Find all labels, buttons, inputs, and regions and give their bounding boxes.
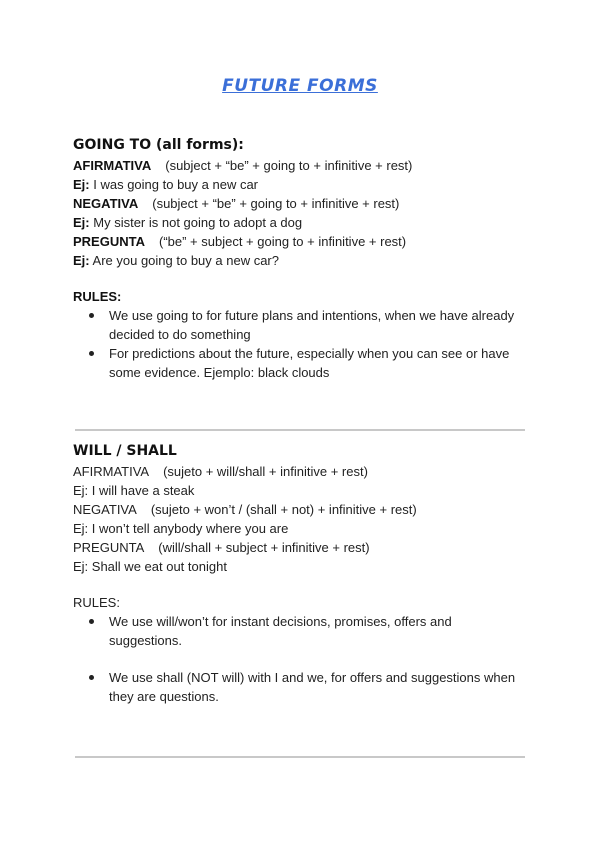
going-to-rules-label: RULES:	[73, 289, 122, 304]
page-title: FUTURE FORMS	[222, 76, 378, 96]
will-example-1: Ej: I will have a steak	[73, 483, 195, 498]
example-label: Ej:	[73, 215, 90, 230]
pregunta-label: PREGUNTA	[73, 234, 145, 249]
afirmativa-label: AFIRMATIVA	[73, 158, 152, 173]
pregunta-formula: (will/shall + subject + infinitive + rest)	[158, 540, 370, 555]
pregunta-formula: (“be” + subject + going to + infinitive + rest)	[158, 234, 407, 249]
bullet-icon	[89, 313, 94, 318]
will-shall-section	[73, 440, 533, 706]
negativa-label: NEGATIVA	[73, 196, 139, 211]
will-example-3: Ej: Shall we eat out tonight	[73, 559, 227, 574]
example-text: I was going to buy a new car	[93, 177, 259, 192]
going-to-rules-list	[73, 306, 533, 382]
example-label: Ej:	[73, 253, 90, 268]
negativa-formula: (sujeto + won’t / (shall + not) + infinitive + rest)	[150, 502, 417, 517]
negativa-label: NEGATIVA	[73, 502, 137, 517]
going-to-afirmativa-line	[73, 156, 533, 175]
will-shall-rules-list	[73, 612, 533, 706]
going-to-heading: GOING TO (all forms):	[73, 137, 244, 153]
section-divider	[75, 756, 525, 758]
will-afirmativa-line	[73, 462, 533, 481]
going-to-negativa-line	[73, 194, 533, 213]
list-item: We use going to for future plans and intentions, when we have already decided to do something	[109, 306, 519, 344]
going-to-section	[73, 134, 533, 382]
afirmativa-formula: (subject + “be” + going to + infinitive + rest)	[165, 158, 413, 173]
going-to-example-2	[73, 213, 533, 232]
example-text: My sister is not going to adopt a dog	[93, 215, 303, 230]
negativa-formula: (subject + “be” + going to + infinitive + rest)	[152, 196, 400, 211]
going-to-example-3	[73, 251, 533, 270]
bullet-icon	[89, 351, 94, 356]
pregunta-label: PREGUNTA	[73, 540, 145, 555]
will-negativa-line	[73, 500, 533, 519]
will-shall-rules-label: RULES:	[73, 595, 120, 610]
will-example-2: Ej: I won’t tell anybody where you are	[73, 521, 289, 536]
list-item: We use shall (NOT will) with I and we, for offers and suggestions when they are questions.	[109, 668, 519, 706]
bullet-icon	[89, 619, 94, 624]
list-item: We use will/won’t for instant decisions, promises, offers and suggestions.	[109, 612, 519, 650]
going-to-example-1	[73, 175, 533, 194]
example-text: Are you going to buy a new car?	[92, 253, 279, 268]
example-label: Ej:	[73, 177, 90, 192]
going-to-pregunta-line	[73, 232, 533, 251]
list-item: For predictions about the future, especially when you can see or have some evidence. Ejemplo: black clouds	[109, 344, 519, 382]
afirmativa-formula: (sujeto + will/shall + infinitive + rest)	[163, 464, 368, 479]
afirmativa-label: AFIRMATIVA	[73, 464, 150, 479]
will-shall-heading: WILL / SHALL	[73, 443, 177, 459]
bullet-icon	[89, 675, 94, 680]
section-divider	[75, 429, 525, 431]
will-pregunta-line	[73, 538, 533, 557]
